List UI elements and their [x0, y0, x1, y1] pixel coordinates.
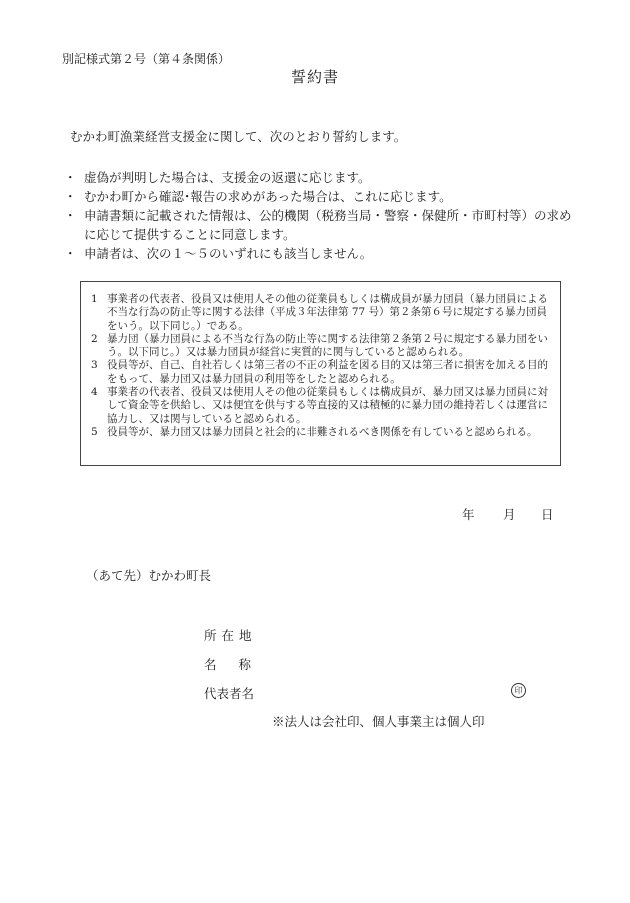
seal-note: ※法人は会社印、個人事業主は個人印: [272, 714, 485, 729]
clause-5: [91, 426, 552, 439]
intro-text: むかわ町漁業経営支援金に関して、次のとおり誓約します。: [70, 129, 407, 144]
disqualification-clauses-box: [80, 281, 561, 466]
pledge-list: [62, 168, 582, 263]
clause-number: 2: [91, 332, 98, 345]
clause-2: [91, 333, 552, 360]
pledge-item: [62, 206, 582, 244]
pledge-text: 虚偽が判明した場合は、支援金の返還に応じます。: [84, 170, 371, 185]
date-day-label: 日: [541, 507, 554, 522]
clause-text: 暴力団（暴力団員による不当な行為の防止等に関する法律第２条第２号に規定する暴力団をいう。以下同じ。）又は暴力団員が経営に実質的に関与していると認められる。: [107, 332, 548, 359]
bullet-mark: ・: [64, 189, 77, 204]
clause-text: 事業者の代表者、役員又は使用人その他の従業員もしくは構成員が、暴力団又は暴力団員に対して資金等を供給し、又は便宜を供与する等直接的又は積極的に暴力団の維持若しくは運営に協力し、又は関与していると認められる。: [107, 386, 548, 425]
addressee: （あて先）むかわ町長: [86, 568, 212, 583]
bullet-mark: ・: [64, 170, 77, 185]
date-month-label: 月: [503, 507, 516, 522]
clause-3: [91, 359, 552, 386]
clause-number: 5: [91, 425, 98, 438]
clause-text: 事業者の代表者、役員又は使用人その他の従業員もしくは構成員が暴力団員（暴力団員による不当な行為の防止等に関する法律（平成３年法律第 77 号）第２条第６号に規定する暴力団員をいう。以下同じ。）である。: [107, 293, 548, 332]
pledge-item: [62, 168, 582, 187]
pledge-item: [62, 244, 582, 263]
bullet-mark: ・: [64, 246, 77, 261]
clause-number: 3: [91, 359, 98, 372]
pledge-text: 申請書類に記載された情報は、公的機関（税務当局・警察・保健所・市町村等）の求めに応じて提供することに同意します。: [84, 208, 572, 242]
clause-number: 1: [91, 293, 98, 305]
clause-text: 役員等が、暴力団又は暴力団員と社会的に非難されるべき関係を有していると認められる。: [107, 425, 538, 438]
address-label: 所在地: [204, 628, 257, 643]
form-label: 別記様式第２号（第４条関係）: [62, 52, 231, 66]
clause-text: 役員等が、自己、自社若しくは第三者の不正の利益を図る目的又は第三者に損害を加える目的をもって、暴力団又は暴力団員の利用等をしたと認められる。: [107, 359, 548, 385]
clause-1: [91, 293, 552, 333]
pledge-item: [62, 187, 582, 206]
seal-mark: 印: [511, 683, 526, 698]
name-label: 名称: [204, 657, 274, 672]
clause-4: [91, 386, 552, 426]
pledge-text: むかわ町から確認･報告の求めがあった場合は、これに応じます。: [84, 189, 452, 204]
representative-label: 代表者名: [204, 686, 255, 701]
clause-number: 4: [91, 386, 98, 399]
pledge-text: 申請者は、次の１～５のいずれにも該当しません。: [84, 246, 373, 261]
bullet-mark: ・: [64, 208, 77, 223]
document-title: 誓約書: [290, 68, 339, 86]
date-year-label: 年: [462, 507, 475, 522]
